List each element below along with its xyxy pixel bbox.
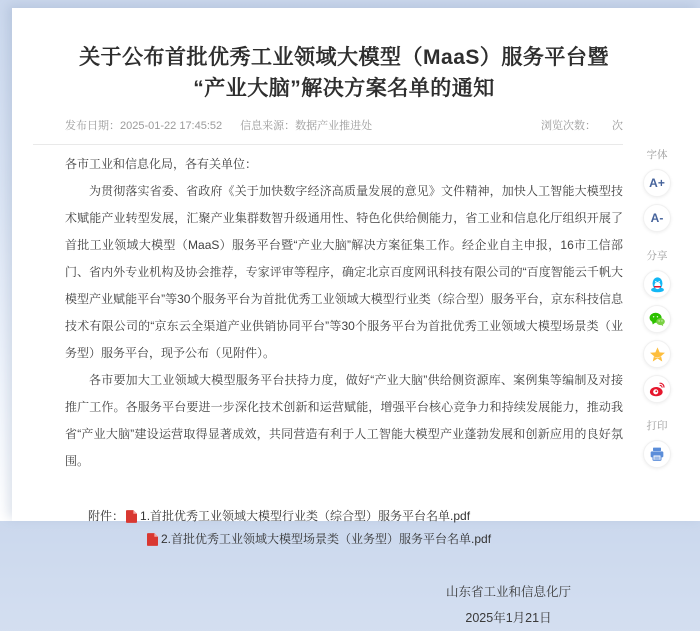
weibo-share-icon bbox=[648, 381, 666, 398]
meta-left bbox=[65, 117, 372, 133]
printer-icon bbox=[649, 446, 665, 462]
share-qzone-button[interactable] bbox=[643, 340, 671, 368]
pdf-file-icon bbox=[147, 533, 158, 546]
qzone-share-icon bbox=[649, 346, 666, 363]
utility-sidebar bbox=[626, 147, 688, 475]
signature-block bbox=[446, 579, 571, 631]
notice-body bbox=[65, 151, 623, 475]
font-increase-icon: A+ bbox=[649, 176, 665, 190]
meta-right bbox=[541, 117, 623, 133]
font-decrease-icon: A- bbox=[650, 211, 664, 225]
paragraph-1: 为贯彻落实省委、省政府《关于加快数字经济高质量发展的意见》文件精神，加快人工智能大模型技术赋能产业转型发展，汇聚产业集群数智升级通用性、特色化供给侧能力，省工业和信息化厅组织开展了首批工业领域大模型（MaaS）服务平台暨“产业大脑”解决方案征集工作。经企业自主申报，16市工信部门、省内外专业机构及协会推荐，专家评审等程序，确定北京百度网讯科技有限公司的“百度智能云千帆大模型产业赋能平台”等30个服务平台为首批优秀工业领域大模型行业类（综合型）服务平台，京东科技信息技术有限公司的“京东云全渠道产业供销协同平台”等30个服务平台为首批优秀工业领域大模型场景类（业务型）服务平台，现予公布（见附件）。 bbox=[65, 184, 623, 360]
divider bbox=[33, 144, 623, 145]
share-weibo-button[interactable] bbox=[643, 375, 671, 403]
salutation: 各市工业和信息化局，各有关单位： bbox=[65, 157, 258, 171]
attachment-link-2[interactable]: 2.首批优秀工业领域大模型场景类（业务型）服务平台名单.pdf bbox=[161, 532, 492, 546]
share-label: 分享 bbox=[646, 250, 668, 262]
page-title-line2: “产业大脑”解决方案名单的通知 bbox=[193, 77, 495, 100]
share-qq-button[interactable] bbox=[643, 270, 671, 298]
views-unit: 次 bbox=[612, 120, 623, 132]
views-label: 浏览次数： bbox=[541, 120, 596, 132]
wechat-share-icon bbox=[648, 311, 666, 328]
share-wechat-button[interactable] bbox=[643, 305, 671, 333]
attachments bbox=[88, 505, 623, 551]
publish-date-value: 2025-01-22 17:45:52 bbox=[120, 120, 223, 132]
print-label: 打印 bbox=[646, 420, 668, 432]
qq-share-icon bbox=[649, 276, 666, 293]
font-decrease-button[interactable] bbox=[643, 204, 671, 232]
signature-org: 山东省工业和信息化厅 bbox=[445, 585, 571, 599]
page-title bbox=[65, 42, 623, 104]
article-column bbox=[65, 8, 623, 631]
attachment-row-2 bbox=[145, 528, 623, 551]
meta-row bbox=[65, 117, 623, 133]
attachment-link-1[interactable]: 1.首批优秀工业领域大模型行业类（综合型）服务平台名单.pdf bbox=[140, 509, 471, 523]
document-page bbox=[12, 8, 700, 625]
print-button[interactable] bbox=[643, 440, 671, 468]
attachments-label: 附件： bbox=[88, 509, 125, 523]
font-size-label: 字体 bbox=[646, 149, 668, 161]
source-label: 信息来源： bbox=[240, 120, 296, 132]
page-title-line1: 关于公布首批优秀工业领域大模型（MaaS）服务平台暨 bbox=[79, 46, 609, 69]
signature-date: 2025年1月21日 bbox=[465, 611, 552, 625]
attachment-row-1 bbox=[88, 505, 623, 528]
publish-date-label: 发布日期： bbox=[65, 120, 120, 132]
paragraph-2: 各市要加大工业领域大模型服务平台扶持力度，做好“产业大脑”供给侧资源库、案例集等编制及对接推广工作。各服务平台要进一步深化技术创新和运营赋能，增强平台核心竞争力和持续发展能力，推动我省“产业大脑”建设运营取得显著成效，共同营造有利于人工智能大模型产业蓬勃发展和创新应用的良好氛围。 bbox=[65, 373, 623, 468]
source-value: 数据产业推进处 bbox=[295, 120, 373, 132]
font-increase-button[interactable] bbox=[643, 169, 671, 197]
pdf-file-icon bbox=[126, 510, 137, 523]
